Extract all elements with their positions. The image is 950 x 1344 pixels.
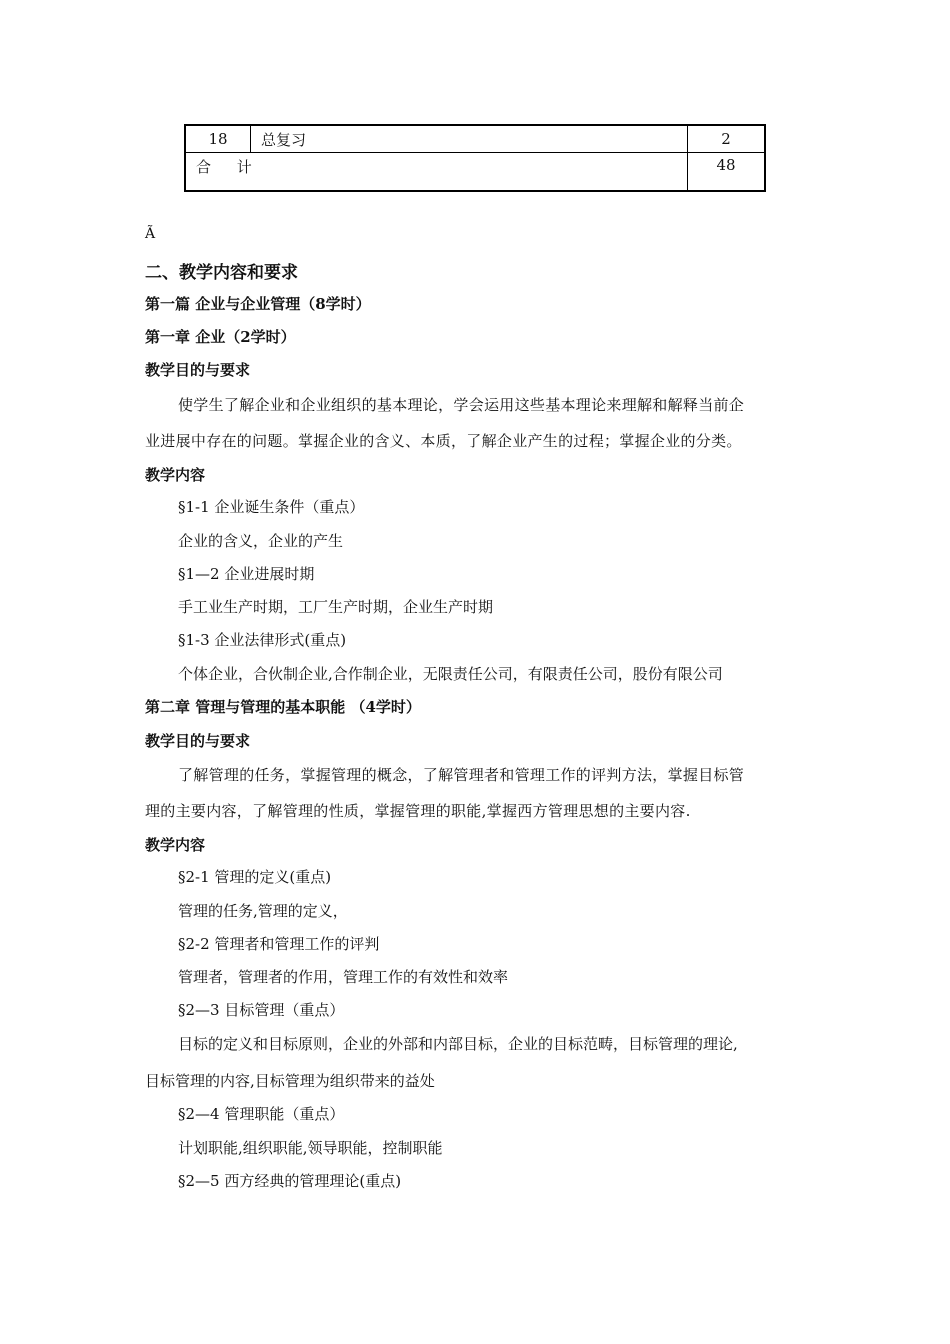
row-hours: 2 bbox=[688, 125, 766, 153]
section-1-1-body: 企业的含义，企业的产生 bbox=[178, 532, 344, 550]
chapter-1-goal-heading: 教学目的与要求 bbox=[145, 361, 251, 379]
section-2-2-body: 管理者，管理者的作用，管理工作的有效性和效率 bbox=[178, 968, 509, 986]
table-row bbox=[185, 125, 765, 153]
section-1-2-body: 手工业生产时期，工厂生产时期，企业生产时期 bbox=[178, 598, 494, 616]
chapter-1-title: 第一章 企业（2学时） bbox=[145, 328, 296, 346]
chapter-2-title: 第二章 管理与管理的基本职能 （4学时） bbox=[145, 698, 421, 716]
chapter-2-goal-line-2: 理的主要内容，了解管理的性质，掌握管理的职能,掌握西方管理思想的主要内容. bbox=[145, 802, 691, 820]
section-2-4-title: §2—4 管理职能（重点） bbox=[178, 1105, 345, 1123]
section-2-3-title: §2—3 目标管理（重点） bbox=[178, 1001, 345, 1019]
hours-table bbox=[184, 124, 766, 192]
table-total-row bbox=[185, 153, 765, 192]
section-1-1-title: §1-1 企业诞生条件（重点） bbox=[178, 498, 365, 516]
row-number: 18 bbox=[185, 125, 251, 153]
section-2-1-body: 管理的任务,管理的定义， bbox=[178, 902, 348, 920]
section-2-3-body-line-1: 目标的定义和目标原则，企业的外部和内部目标，企业的目标范畴，目标管理的理论, bbox=[178, 1035, 738, 1053]
section-2-1-title: §2-1 管理的定义(重点) bbox=[178, 868, 332, 886]
section-2-5-title: §2—5 西方经典的管理理论(重点) bbox=[178, 1172, 402, 1190]
section-2-2-title: §2-2 管理者和管理工作的评判 bbox=[178, 935, 380, 953]
section-title: 二、教学内容和要求 bbox=[145, 263, 298, 283]
total-hours: 48 bbox=[688, 153, 766, 192]
section-1-3-body: 个体企业，合伙制企业,合作制企业，无限责任公司，有限责任公司，股份有限公司 bbox=[178, 665, 723, 683]
chapter-1-goal-line-2: 业进展中存在的问题。掌握企业的含义、本质，了解企业产生的过程；掌握企业的分类。 bbox=[145, 432, 742, 450]
chapter-1-content-heading: 教学内容 bbox=[145, 466, 206, 484]
stray-glyph: Ã bbox=[145, 226, 156, 242]
part-title: 第一篇 企业与企业管理（8学时） bbox=[145, 295, 371, 313]
total-label: 合 计 bbox=[185, 153, 688, 192]
chapter-2-content-heading: 教学内容 bbox=[145, 836, 206, 854]
chapter-2-goal-line-1: 了解管理的任务，掌握管理的概念，了解管理者和管理工作的评判方法，掌握目标管 bbox=[178, 766, 745, 784]
chapter-2-goal-heading: 教学目的与要求 bbox=[145, 732, 251, 750]
section-1-2-title: §1—2 企业进展时期 bbox=[178, 565, 315, 583]
section-2-3-body-line-2: 目标管理的内容,目标管理为组织带来的益处 bbox=[145, 1072, 435, 1090]
section-1-3-title: §1-3 企业法律形式(重点) bbox=[178, 631, 347, 649]
section-2-4-body: 计划职能,组织职能,领导职能，控制职能 bbox=[178, 1139, 443, 1157]
chapter-1-goal-line-1: 使学生了解企业和企业组织的基本理论，学会运用这些基本理论来理解和解释当前企 bbox=[178, 396, 745, 414]
row-topic: 总复习 bbox=[251, 125, 688, 153]
